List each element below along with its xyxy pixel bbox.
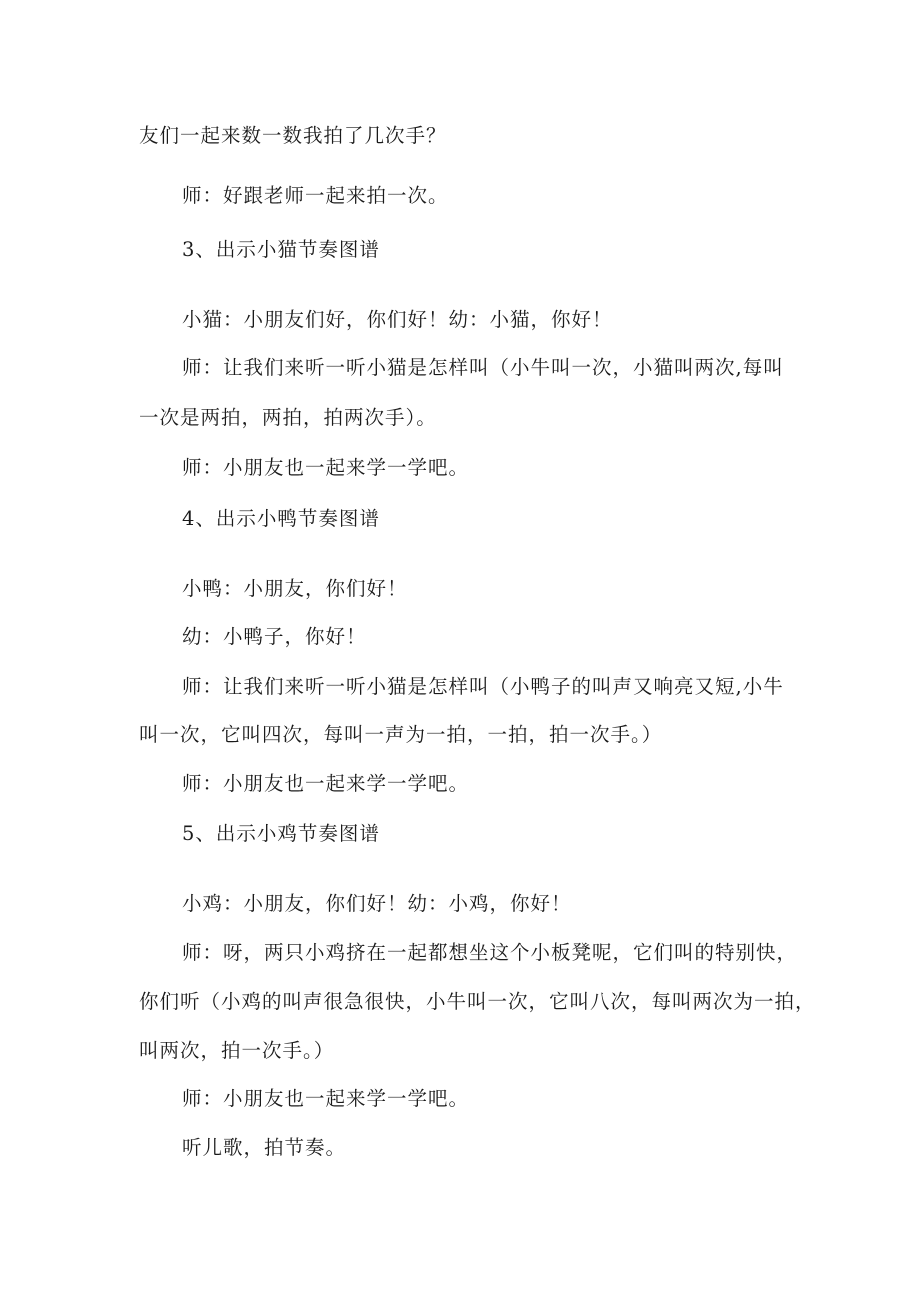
paragraph-line: 师：小朋友也一起来学一学吧。 [182,772,470,795]
paragraph-line: 叫一次，它叫四次，每叫一声为一拍，一拍，拍一次手。） [139,723,663,746]
paragraph-line: 一次是两拍，两拍，拍两次手）。 [139,406,437,429]
paragraph-line: 师：小朋友也一起来学一学吧。 [182,456,470,479]
section-heading: 5、出示小鸡节奏图谱 [182,822,380,845]
paragraph-line: 叫两次，拍一次手。） [139,1039,335,1062]
paragraph-line: 师：小朋友也一起来学一学吧。 [182,1087,470,1110]
paragraph-line: 你们听（小鸡的叫声很急很快，小牛叫一次，它叫八次，每叫两次为一拍， [139,990,816,1013]
paragraph-line: 友们一起来数一数我拍了几次手？ [139,124,447,147]
section-heading: 3、出示小猫节奏图谱 [182,238,380,261]
paragraph-line: 听儿歌，拍节奏。 [182,1136,347,1159]
paragraph-line: 小鸡：小朋友，你们好！幼：小鸡，你好！ [182,892,572,915]
paragraph-line: 师：让我们来听一听小猫是怎样叫（小鸭子的叫声又响亮又短,小牛 [182,675,784,698]
paragraph-line: 幼：小鸭子，你好！ [182,625,367,648]
paragraph-line: 小猫：小朋友们好，你们好！幼：小猫，你好！ [182,308,613,331]
section-heading: 4、出示小鸭节奏图谱 [182,507,380,530]
paragraph-line: 师：好跟老师一起来拍一次。 [182,184,449,207]
paragraph-line: 小鸭：小朋友，你们好！ [182,577,408,600]
paragraph-line: 师：呀，两只小鸡挤在一起都想坐这个小板凳呢，它们叫的特别快， [182,941,798,964]
paragraph-line: 师：让我们来听一听小猫是怎样叫（小牛叫一次，小猫叫两次,每叫 [182,356,784,379]
